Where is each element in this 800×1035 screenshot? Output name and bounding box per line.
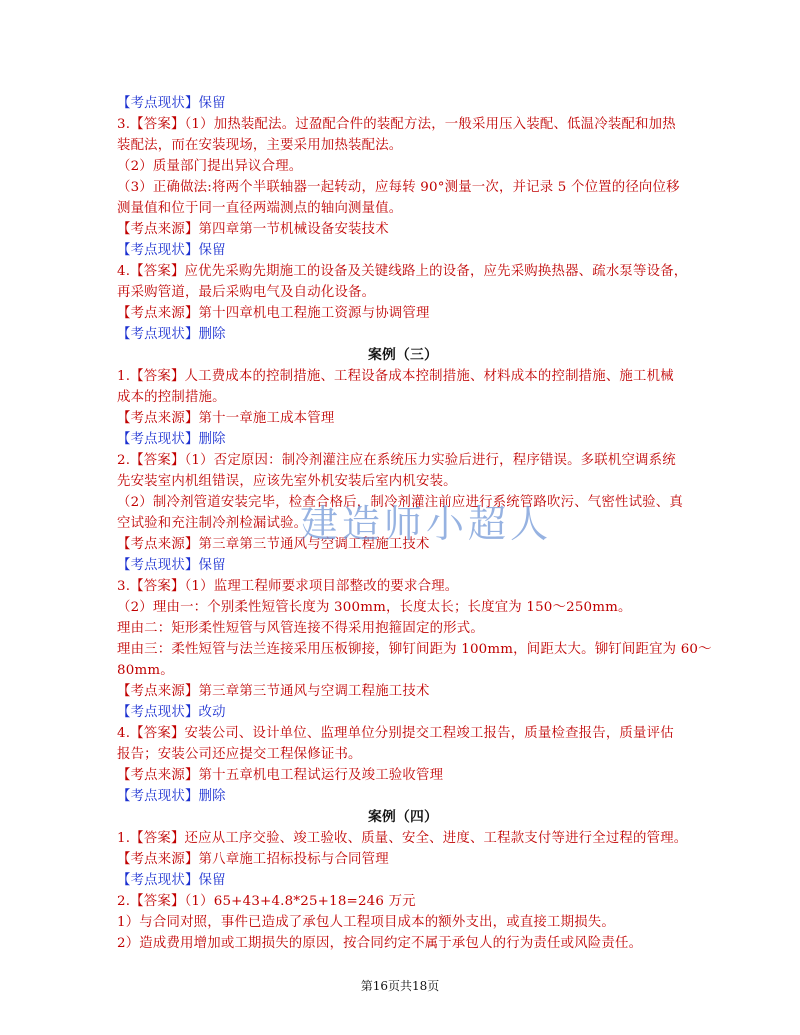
- status-line: 【考点现状】保留: [117, 96, 226, 111]
- text-line: 3.【答案】（1）监理工程师要求项目部整改的要求合理。: [117, 579, 459, 594]
- status-line: 【考点现状】保留: [117, 873, 226, 888]
- text-line: 【考点来源】第四章第一节机械设备安装技术: [117, 222, 389, 237]
- text-line: 1.【答案】人工费成本的控制措施、工程设备成本控制措施、材料成本的控制措施、施工机械: [117, 369, 674, 384]
- status-line: 【考点现状】删除: [117, 432, 226, 447]
- text-line: 理由三：柔性短管与法兰连接采用压板铆接，铆钉间距为 100mm，间距太大。铆钉间距宜为 60～: [117, 642, 712, 657]
- text-line: 【考点来源】第十五章机电工程试运行及竣工验收管理: [117, 768, 444, 783]
- text-line: 80mm。: [117, 663, 174, 678]
- text-line: 2.【答案】（1）否定原因：制冷剂灌注应在系统压力实验后进行，程序错误。多联机空调系统: [117, 453, 676, 468]
- watermark: 建造师小超人: [300, 502, 553, 546]
- text-line: 4.【答案】安装公司、设计单位、监理单位分别提交工程竣工报告，质量检查报告，质量评估: [117, 726, 674, 741]
- text-line: （2）质量部门提出异议合理。: [117, 159, 303, 174]
- text-line: 3.【答案】（1）加热装配法。过盈配合件的装配方法，一般采用压入装配、低温冷装配和加热: [117, 117, 676, 132]
- page-footer: 第16页共18页: [360, 979, 440, 993]
- text-line: 1.【答案】还应从工序交验、竣工验收、质量、安全、进度、工程款支付等进行全过程的管理。: [117, 831, 688, 846]
- text-line: 装配法，而在安装现场，主要采用加热装配法。: [117, 138, 403, 153]
- text-line: 再采购管道，最后采购电气及自动化设备。: [117, 285, 376, 300]
- text-line: （2）理由一：个别柔性短管长度为 300mm，长度太长；长度宜为 150～250mm。: [117, 600, 632, 615]
- text-line: 成本的控制措施。: [117, 390, 226, 405]
- text-line: 1）与合同对照，事件已造成了承包人工程项目成本的额外支出，或直接工期损失。: [117, 915, 615, 930]
- status-line: 【考点现状】删除: [117, 327, 226, 342]
- text-line: 【考点来源】第十四章机电工程施工资源与协调管理: [117, 306, 430, 321]
- text-line: （2）制冷剂管道安装完毕，检查合格后，制冷剂灌注前应进行系统管路吹污、气密性试验、真: [117, 495, 683, 510]
- text-line: 2）造成费用增加或工期损失的原因，按合同约定不属于承包人的行为责任或风险责任。: [117, 936, 643, 951]
- text-line: 【考点来源】第十一章施工成本管理: [117, 411, 335, 426]
- status-line: 【考点现状】删除: [117, 789, 226, 804]
- text-line: 4.【答案】应优先采购先期施工的设备及关键线路上的设备，应先采购换热器、疏水泵等设备，: [117, 264, 688, 279]
- text-line: 先安装室内机组错误，应该先室外机安装后室内机安装。: [117, 474, 457, 489]
- text-line: 空试验和充注制冷剂检漏试验。: [117, 516, 308, 531]
- text-line: 测量值和位于同一直径两端测点的轴向测量值。: [117, 201, 403, 216]
- text-line: 理由二：矩形柔性短管与风管连接不得采用抱箍固定的形式。: [117, 621, 484, 636]
- status-line: 【考点现状】改动: [117, 705, 226, 720]
- section-heading: 案例（三）: [368, 347, 438, 363]
- text-line: 【考点来源】第三章第三节通风与空调工程施工技术: [117, 684, 430, 699]
- text-line: （3）正确做法:将两个半联轴器一起转动，应每转 90°测量一次，并记录 5 个位置的径向位移: [117, 180, 680, 195]
- section-heading: 案例（四）: [368, 809, 438, 825]
- text-line: 【考点来源】第八章施工招标投标与合同管理: [117, 852, 389, 867]
- text-line: 2.【答案】（1）65+43+4.8*25+18=246 万元: [117, 894, 416, 909]
- text-line: 【考点来源】第三章第三节通风与空调工程施工技术: [117, 537, 430, 552]
- status-line: 【考点现状】保留: [117, 243, 226, 258]
- status-line: 【考点现状】保留: [117, 558, 226, 573]
- text-line: 报告；安装公司还应提交工程保修证书。: [117, 747, 362, 762]
